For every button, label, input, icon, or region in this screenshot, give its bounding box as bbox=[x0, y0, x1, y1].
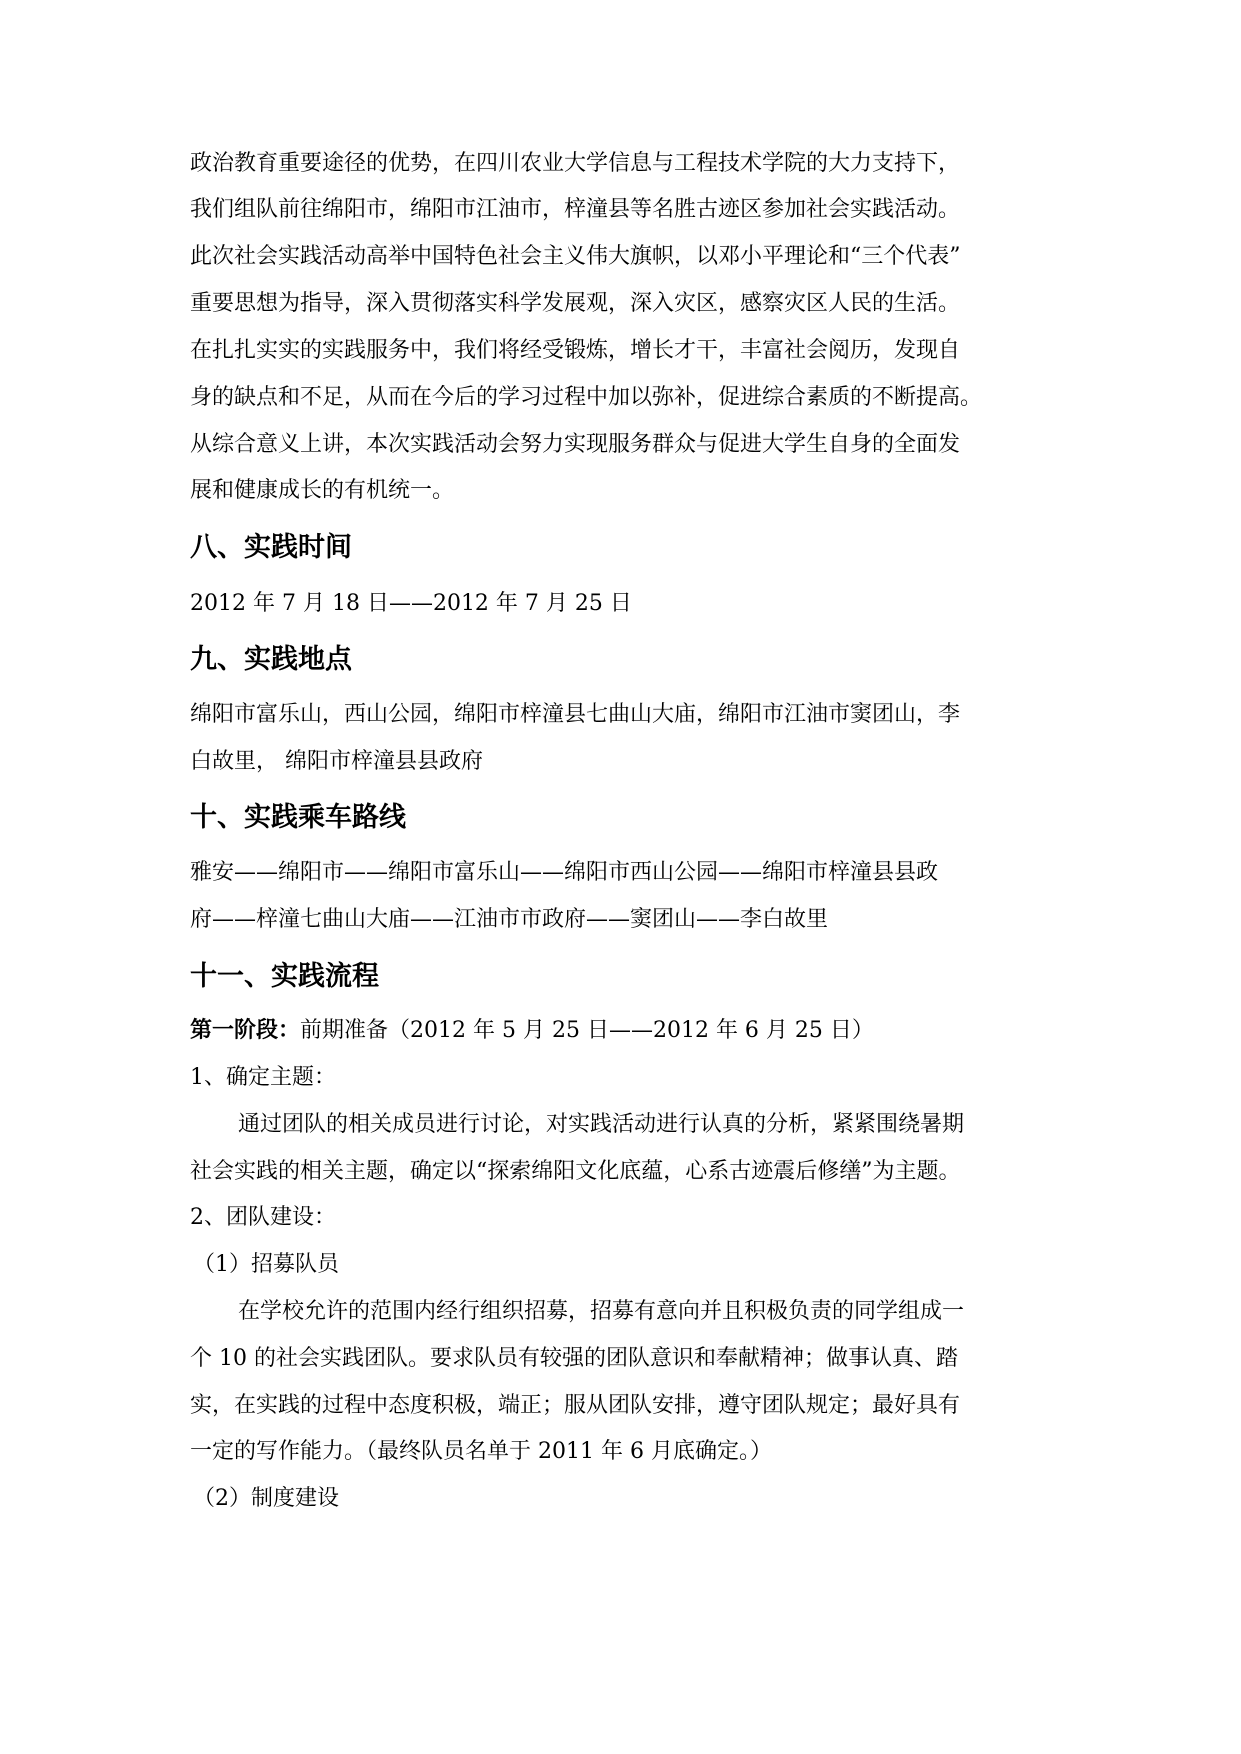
subitem-title-recruit: （1）招募队员 bbox=[193, 1252, 339, 1277]
section-heading-location: 九、实践地点 bbox=[190, 644, 352, 675]
section-heading-process: 十一、实践流程 bbox=[190, 961, 379, 992]
section-heading-time: 八、实践时间 bbox=[190, 532, 352, 563]
recruit-line: 一定的写作能力。（最终队员名单于 2011 年 6 月底确定。） bbox=[190, 1439, 772, 1464]
location-line: 白故里， 绵阳市梓潼县县政府 bbox=[190, 749, 483, 774]
recruit-line: 实，在实践的过程中态度积极，端正；服从团队安排，遵守团队规定；最好具有 bbox=[190, 1393, 961, 1418]
item-title-theme: 1、确定主题： bbox=[190, 1065, 336, 1090]
theme-line: 社会实践的相关主题，确定以“探索绵阳文化底蕴，心系古迹震后修缮”为主题。 bbox=[190, 1159, 961, 1184]
intro-line: 政治教育重要途径的优势，在四川农业大学信息与工程技术学院的大力支持下， bbox=[190, 151, 961, 176]
stage-line bbox=[190, 1016, 874, 1046]
recruit-line: 个 10 的社会实践团队。要求队员有较强的团队意识和奉献精神；做事认真、踏 bbox=[190, 1346, 958, 1371]
practice-dates: 2012 年 7 月 18 日——2012 年 7 月 25 日 bbox=[190, 591, 632, 616]
item-title-team: 2、团队建设： bbox=[190, 1205, 336, 1230]
intro-line: 此次社会实践活动高举中国特色社会主义伟大旗帜，以邓小平理论和“三个代表” bbox=[190, 244, 961, 269]
intro-line: 从综合意义上讲，本次实践活动会努力实现服务群众与促进大学生自身的全面发 bbox=[190, 432, 961, 457]
route-line: 府——梓潼七曲山大庙——江油市市政府——窦团山——李白故里 bbox=[190, 907, 829, 932]
recruit-line: 在学校允许的范围内经行组织招募，招募有意向并且积极负责的同学组成一 bbox=[238, 1299, 965, 1324]
subitem-title-system: （2）制度建设 bbox=[193, 1486, 339, 1511]
intro-line: 展和健康成长的有机统一。 bbox=[190, 478, 455, 503]
location-line: 绵阳市富乐山，西山公园，绵阳市梓潼县七曲山大庙，绵阳市江油市窦团山，李 bbox=[190, 702, 961, 727]
stage-text: 前期准备（2012 年 5 月 25 日——2012 年 6 月 25 日） bbox=[300, 1018, 874, 1043]
stage-label: 第一阶段： bbox=[190, 1018, 301, 1043]
intro-line: 我们组队前往绵阳市，绵阳市江油市，梓潼县等名胜古迹区参加社会实践活动。 bbox=[190, 197, 961, 222]
intro-line: 在扎扎实实的实践服务中，我们将经受锻炼，增长才干，丰富社会阅历，发现自 bbox=[190, 338, 961, 363]
intro-line: 重要思想为指导，深入贯彻落实科学发展观，深入灾区，感察灾区人民的生活。 bbox=[190, 291, 961, 316]
route-line: 雅安——绵阳市——绵阳市富乐山——绵阳市西山公园——绵阳市梓潼县县政 bbox=[190, 860, 939, 885]
section-heading-route: 十、实践乘车路线 bbox=[190, 802, 406, 833]
intro-line: 身的缺点和不足，从而在今后的学习过程中加以弥补，促进综合素质的不断提高。 bbox=[190, 385, 983, 410]
theme-line: 通过团队的相关成员进行讨论，对实践活动进行认真的分析，紧紧围绕暑期 bbox=[238, 1112, 965, 1137]
